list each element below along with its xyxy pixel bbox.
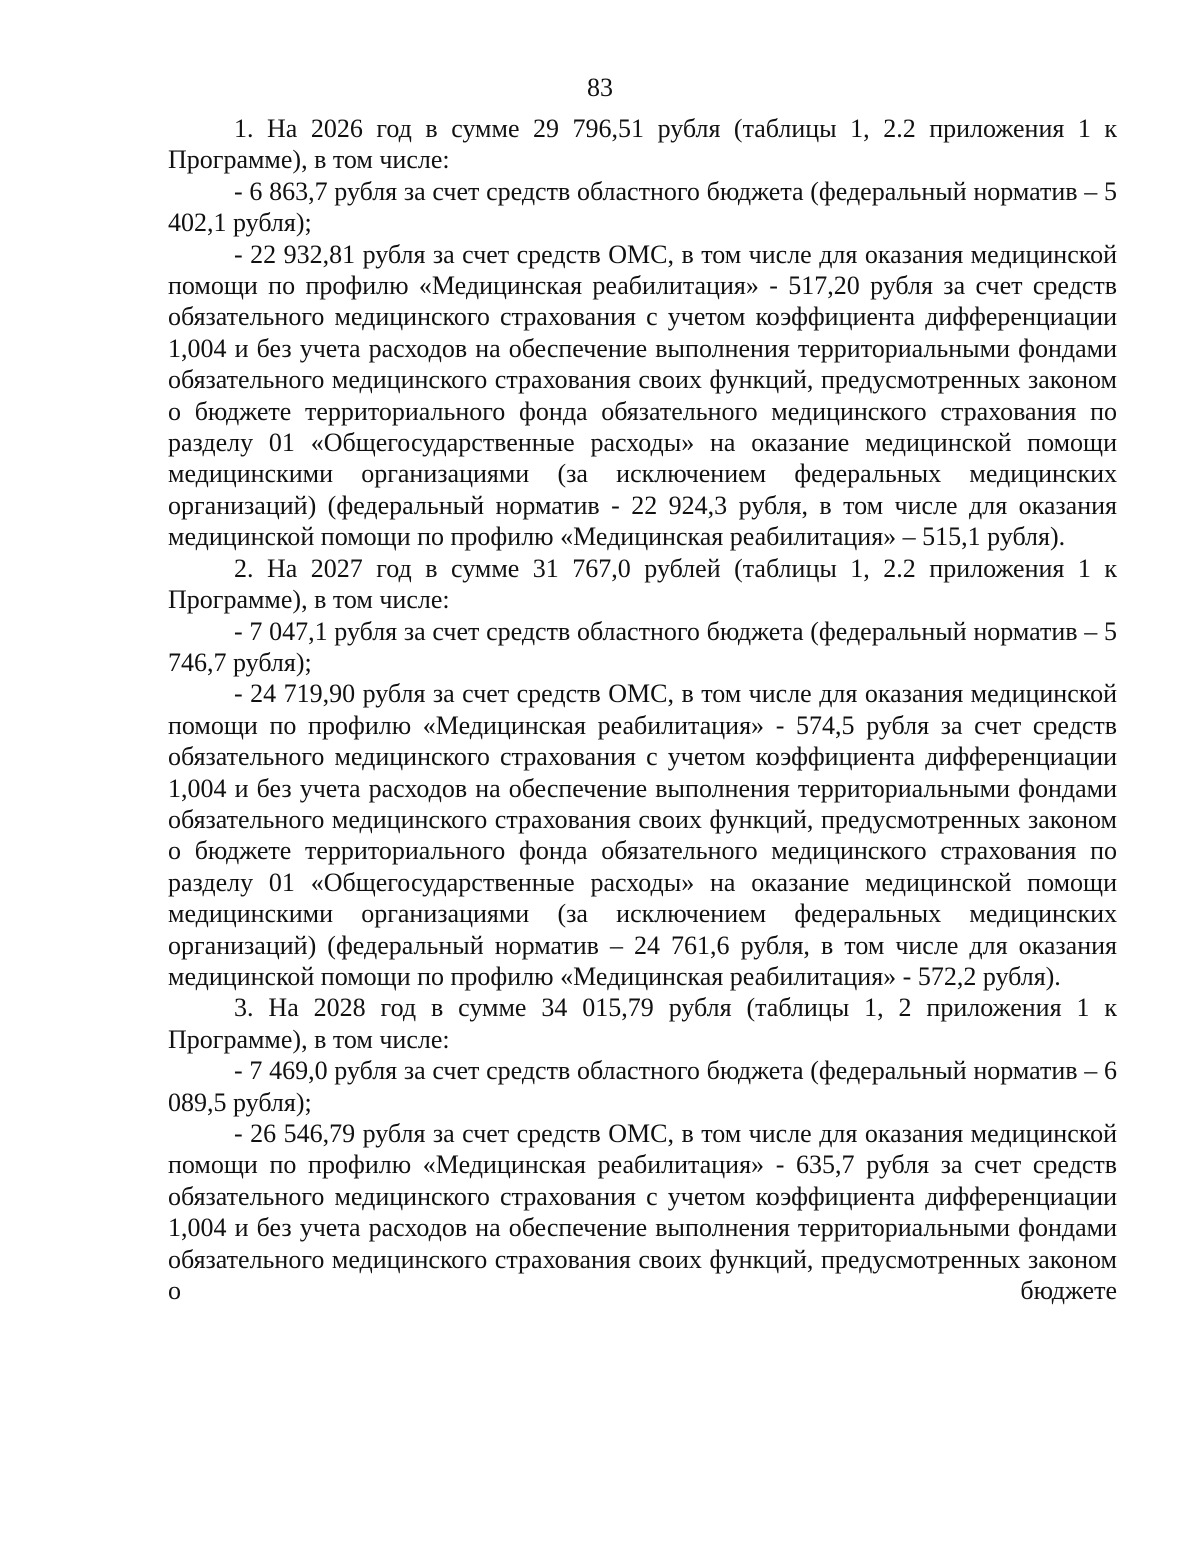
paragraph-2028-regional-budget: - 7 469,0 рубля за счет средств областного бюджета (федеральный норматив – 6 089,5 рубля); <box>168 1056 1117 1117</box>
page-number: 83 <box>587 73 613 102</box>
paragraph-2026-regional-budget: - 6 863,7 рубля за счет средств областного бюджета (федеральный норматив – 5 402,1 рубля); <box>168 176 1117 238</box>
paragraph-2027-oms: - 24 719,90 рубля за счет средств ОМС, в том числе для оказания медицинской помощи по профилю «Медицинская реабилитация» - 574,5 рубля за счет средств обязательного медицинского страхования с учетом коэффициента дифференциации 1,004 и без учета расходов на обеспечение выполнения территориальными фондами обязательного медицинского страхования своих функций, предусмотренных законом о бюджете территориального фонда обязательного медицинского страхования по разделу 01 «Общегосударственные расходы» на оказание медицинской помощи медицинскими организациями (за исключением федеральных медицинских организаций) (федеральный норматив – 24 761,6 рубля, в том числе для оказания медицинской помощи по профилю «Медицинская реабилитация» - 572,2 рубля). <box>168 679 1117 991</box>
paragraph-2028-total: 3. На 2028 год в сумме 34 015,79 рубля (таблицы 1, 2 приложения 1 к Программе), в том числе: <box>168 993 1117 1054</box>
paragraph-2027-regional-budget: - 7 047,1 рубля за счет средств областного бюджета (федеральный норматив – 5 746,7 рубля); <box>168 616 1117 677</box>
paragraph-2026-total: 1. На 2026 год в сумме 29 796,51 рубля (таблицы 1, 2.2 приложения 1 к Программе), в том числе: <box>168 114 1117 175</box>
document-body <box>168 113 1117 1306</box>
paragraph-2027-total: 2. На 2027 год в сумме 31 767,0 рублей (таблицы 1, 2.2 приложения 1 к Программе), в том числе: <box>168 553 1117 615</box>
paragraph-2026-oms: - 22 932,81 рубля за счет средств ОМС, в том числе для оказания медицинской помощи по профилю «Медицинская реабилитация» - 517,20 рубля за счет средств обязательного медицинского страхования с учетом коэффициента дифференциации 1,004 и без учета расходов на обеспечение выполнения территориальными фондами обязательного медицинского страхования своих функций, предусмотренных законом о бюджете территориального фонда обязательного медицинского страхования по разделу 01 «Общегосударственные расходы» на оказание медицинской помощи медицинскими организациями (за исключением федеральных медицинских организаций) (федеральный норматив - 22 924,3 рубля, в том числе для оказания медицинской помощи по профилю «Медицинская реабилитация» – 515,1 рубля). <box>168 239 1117 552</box>
paragraph-2028-oms: - 26 546,79 рубля за счет средств ОМС, в том числе для оказания медицинской помощи по профилю «Медицинская реабилитация» - 635,7 рубля за счет средств обязательного медицинского страхования с учетом коэффициента дифференциации 1,004 и без учета расходов на обеспечение выполнения территориальными фондами обязательного медицинского страхования своих функций, предусмотренных законом о бюджете <box>168 1119 1117 1306</box>
